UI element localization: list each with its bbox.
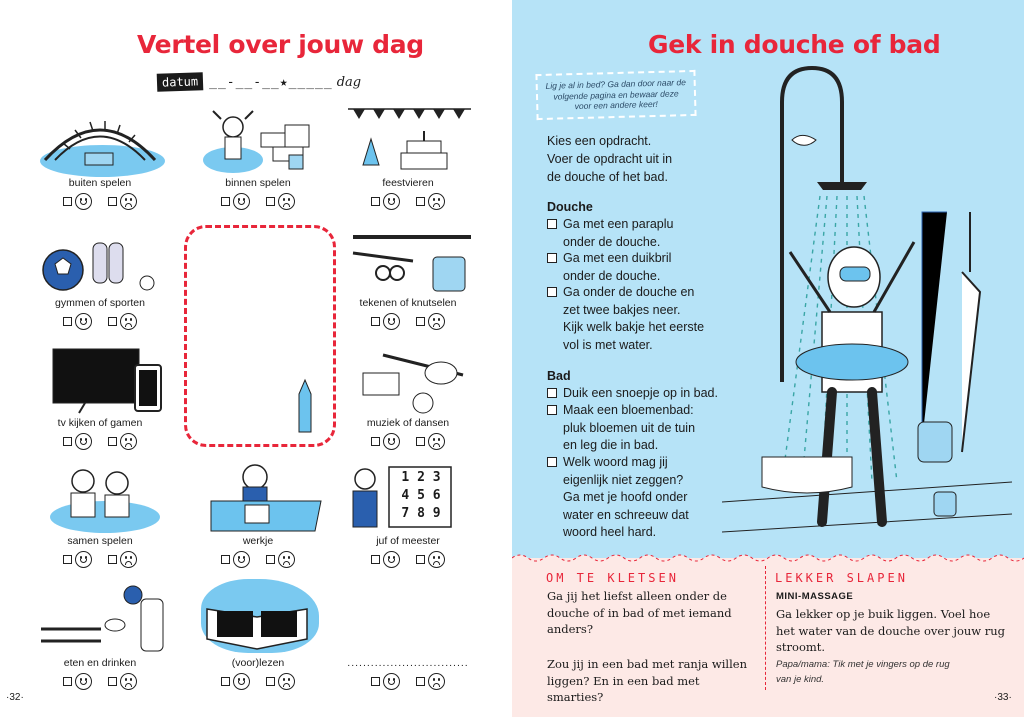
sad-checkbox[interactable] (416, 555, 425, 564)
rating (188, 193, 328, 210)
happy-checkbox[interactable] (371, 437, 380, 446)
sad-face-icon (428, 673, 445, 690)
crafts-illustration (343, 225, 473, 295)
date-fill-line[interactable]: __-__-__★_____ (209, 74, 333, 90)
tv-illustration (35, 345, 165, 415)
happy-checkbox[interactable] (63, 197, 72, 206)
parent-note: Papa/mama: Tik met je vingers op de rug van je kind. (776, 659, 950, 686)
happy-face-icon (75, 673, 92, 690)
sad-checkbox[interactable] (416, 197, 425, 206)
bad-task: Duik een snoepje op in bad. (547, 385, 718, 403)
kletsen-heading: OM TE KLETSEN (546, 571, 679, 585)
page-number-left: ·32· (6, 692, 24, 703)
activity-label: eten en drinken (63, 657, 137, 669)
happy-face-icon (383, 673, 400, 690)
activity-juf (338, 463, 478, 568)
playground-illustration (35, 105, 165, 175)
rating (30, 673, 170, 690)
happy-checkbox[interactable] (371, 677, 380, 686)
happy-face-icon (75, 313, 92, 330)
activity-buiten-spelen (30, 105, 170, 210)
sad-face-icon (120, 551, 137, 568)
happy-face-icon (233, 193, 250, 210)
sad-checkbox[interactable] (416, 437, 425, 446)
happy-checkbox[interactable] (221, 677, 230, 686)
sad-face-icon (120, 193, 137, 210)
activity-label: binnen spelen (225, 177, 291, 189)
sad-face-icon (120, 313, 137, 330)
activity-werkje (188, 463, 328, 568)
rating (338, 193, 478, 210)
sad-checkbox[interactable] (108, 555, 117, 564)
task-checkbox[interactable] (547, 253, 557, 263)
sad-face-icon (428, 433, 445, 450)
bedtime-note: Lig je al in bed? Ga dan door naar de volgende pagina en bewaar deze voor een andere keer! (535, 70, 696, 120)
activity-label: buiten spelen (68, 177, 132, 189)
sad-checkbox[interactable] (108, 197, 117, 206)
intro-text (547, 133, 672, 186)
rating (30, 313, 170, 330)
rating (338, 313, 478, 330)
task-checkbox[interactable] (547, 388, 557, 398)
massage-subheading: MINI-MASSAGE (776, 591, 854, 602)
task-checkbox[interactable] (547, 287, 557, 297)
slapen-text: Ga lekker op je buik liggen. Voel hoe het water van de douche over jouw rug stroomt. (776, 607, 1006, 655)
blackboard-numbers: 1 2 3 4 5 6 7 8 9 (401, 470, 441, 521)
intro-line: Voer de opdracht uit in (547, 151, 673, 166)
activity-label: tv kijken of gamen (57, 417, 143, 429)
sad-face-icon (278, 193, 295, 210)
sad-checkbox[interactable] (108, 437, 117, 446)
task-checkbox[interactable] (547, 405, 557, 415)
sad-checkbox[interactable] (266, 197, 275, 206)
play-together-illustration (35, 463, 165, 533)
rating (30, 433, 170, 450)
sad-face-icon (428, 551, 445, 568)
food-illustration (35, 585, 165, 655)
activity-feestvieren (338, 105, 478, 210)
sad-checkbox[interactable] (416, 677, 425, 686)
activity-muziek (338, 345, 478, 450)
activity-tekenen (338, 225, 478, 330)
happy-checkbox[interactable] (63, 317, 72, 326)
happy-face-icon (233, 551, 250, 568)
indoor-play-illustration (193, 105, 323, 175)
douche-task: Ga met een duikbril onder de douche. (547, 250, 671, 285)
sad-face-icon (278, 673, 295, 690)
activity-eten (30, 585, 170, 690)
rating (338, 433, 478, 450)
happy-face-icon (383, 433, 400, 450)
shower-illustration (722, 62, 1022, 542)
activity-label: werkje (242, 535, 274, 547)
rating (30, 193, 170, 210)
kletsen-text-2: Zou jij in een bad met ranja willen liggen? En in een bad met smarties? (547, 657, 748, 705)
happy-checkbox[interactable] (221, 197, 230, 206)
activity-label: samen spelen (67, 535, 133, 547)
party-illustration (343, 105, 473, 175)
happy-face-icon (383, 193, 400, 210)
drawing-frame[interactable] (184, 225, 336, 447)
music-illustration (343, 345, 473, 415)
happy-face-icon (75, 433, 92, 450)
sad-checkbox[interactable] (266, 677, 275, 686)
bad-task: Welk woord mag jij eigenlijk niet zeggen? Ga met je hoofd onder water en schreeuw dat woord heel hard. (547, 454, 689, 542)
left-page-title: Vertel over jouw dag (137, 30, 424, 59)
activity-samen-spelen (30, 463, 170, 568)
happy-face-icon (383, 313, 400, 330)
sad-checkbox[interactable] (108, 317, 117, 326)
activity-gymmen (30, 225, 170, 330)
happy-checkbox[interactable] (63, 677, 72, 686)
happy-face-icon (383, 551, 400, 568)
happy-checkbox[interactable] (371, 555, 380, 564)
douche-task: Ga met een paraplu onder de douche. (547, 216, 674, 251)
bad-heading: Bad (547, 369, 571, 383)
activity-label: (voor)lezen (231, 657, 285, 669)
task-checkbox[interactable] (547, 219, 557, 229)
intro-line: de douche of het bad. (547, 169, 668, 184)
sad-face-icon (278, 551, 295, 568)
box-divider (765, 566, 766, 690)
happy-face-icon (75, 193, 92, 210)
intro-line: Kies een opdracht. (547, 134, 652, 148)
happy-checkbox[interactable] (63, 555, 72, 564)
rating (338, 551, 478, 568)
sad-face-icon (120, 433, 137, 450)
activity-voorlezen (188, 585, 328, 690)
date-row (157, 73, 361, 91)
wave-edge (512, 550, 1024, 564)
sad-face-icon (428, 313, 445, 330)
douche-heading: Douche (547, 200, 593, 214)
sad-face-icon (120, 673, 137, 690)
sad-checkbox[interactable] (266, 555, 275, 564)
activity-label: juf of meester (376, 535, 440, 547)
activity-binnen-spelen (188, 105, 328, 210)
happy-checkbox[interactable] (371, 317, 380, 326)
kletsen-text-1: Ga jij het liefst alleen onder de douche of in bad of met iemand anders? (547, 589, 732, 637)
activity-label: muziek of dansen (366, 417, 450, 429)
sad-checkbox[interactable] (416, 317, 425, 326)
sports-illustration (35, 225, 165, 295)
right-page-title: Gek in douche of bad (648, 30, 941, 59)
slapen-heading: LEKKER SLAPEN (775, 571, 908, 585)
activity-label: gymmen of sporten (55, 297, 145, 309)
activity-tv (30, 345, 170, 450)
datum-tag: datum (157, 72, 204, 92)
desk-work-illustration (193, 463, 323, 533)
reading-illustration (193, 585, 323, 655)
task-checkbox[interactable] (547, 457, 557, 467)
teacher-illustration (343, 463, 473, 533)
rating (188, 551, 328, 568)
bad-task: Maak een bloemenbad: pluk bloemen uit de tuin en leg die in bad. (547, 402, 695, 455)
page-number-right: ·33· (994, 692, 1012, 703)
sad-checkbox[interactable] (108, 677, 117, 686)
happy-face-icon (75, 551, 92, 568)
happy-checkbox[interactable] (371, 197, 380, 206)
sad-face-icon (428, 193, 445, 210)
happy-face-icon (233, 673, 250, 690)
happy-checkbox[interactable] (221, 555, 230, 564)
rating (338, 673, 478, 690)
rating (30, 551, 170, 568)
custom-activity-line[interactable]: ............................... (347, 657, 469, 669)
douche-task: Ga onder de douche en zet twee bakjes neer. Kijk welk bakje het eerste vol is met water. (547, 284, 704, 354)
activity-label: feestvieren (382, 177, 434, 189)
activity-label: tekenen of knutselen (359, 297, 457, 309)
happy-checkbox[interactable] (63, 437, 72, 446)
dag-label: dag (336, 74, 362, 90)
rating (188, 673, 328, 690)
activity-custom (338, 585, 478, 690)
